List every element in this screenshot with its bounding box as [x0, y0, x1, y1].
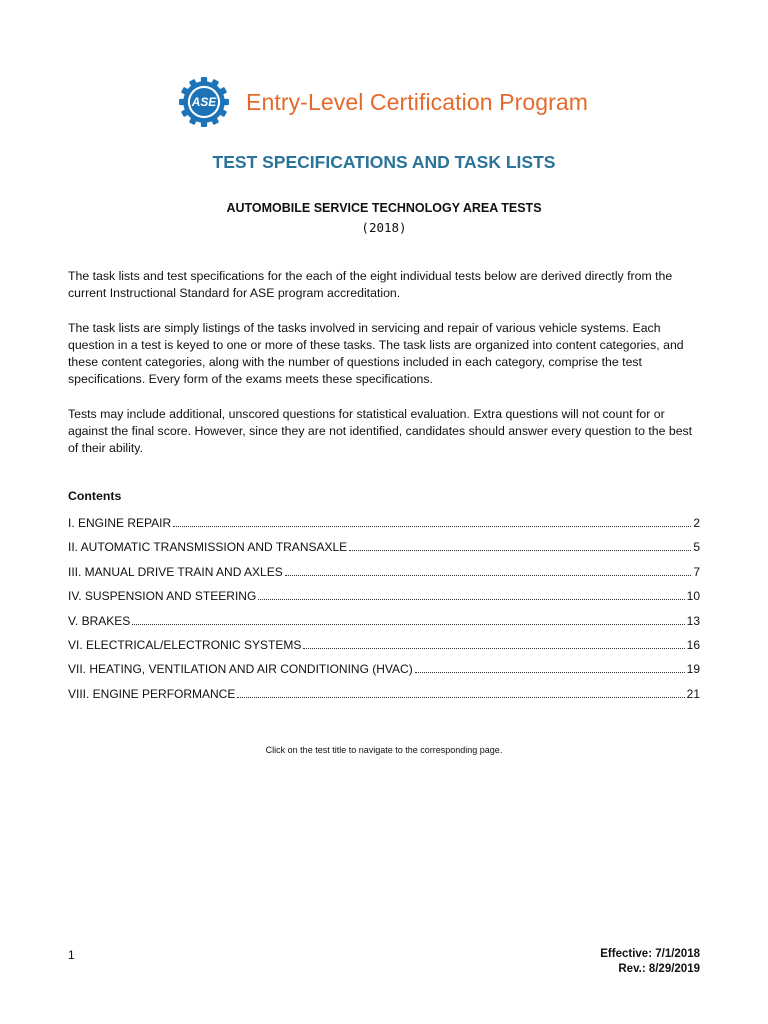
toc-title: VIII. ENGINE PERFORMANCE [68, 686, 236, 701]
toc-title: II. AUTOMATIC TRANSMISSION AND TRANSAXLE [68, 540, 348, 555]
toc-title: III. MANUAL DRIVE TRAIN AND AXLES [68, 564, 283, 579]
document-year: (2018) [361, 220, 407, 235]
toc-link-electrical-systems[interactable] [68, 638, 700, 662]
revision-info [600, 947, 700, 977]
unscored-questions-paragraph: Tests may include additional, unscored questions for statistical evaluation. Extra questions will not count for or against the final score. However, since they are not identified, candidates should answer every question to the best of their ability. [68, 407, 693, 455]
toc-leader-dots [258, 599, 684, 600]
toc-title: V. BRAKES [68, 613, 131, 628]
toc-leader-dots [415, 672, 685, 673]
header [178, 72, 588, 132]
toc-leader-dots [173, 526, 691, 527]
ase-logo-icon [178, 76, 230, 128]
toc-leader-dots [285, 575, 692, 576]
toc-link-engine-repair[interactable] [68, 516, 700, 540]
toc-title: IV. SUSPENSION AND STEERING [68, 589, 257, 604]
toc-page-number: 16 [686, 637, 700, 652]
toc-page-number: 10 [686, 589, 700, 604]
toc-page-number: 7 [693, 564, 700, 579]
toc-leader-dots [237, 697, 684, 698]
toc-link-suspension-steering[interactable] [68, 589, 700, 613]
toc-page-number: 5 [693, 540, 700, 555]
toc-page-number: 2 [693, 516, 700, 530]
effective-date: Effective: 7/1/2018 [600, 948, 700, 960]
toc-link-automatic-transmission[interactable] [68, 540, 700, 564]
toc-link-brakes[interactable] [68, 614, 700, 638]
toc-page-number: 19 [686, 662, 700, 677]
contents-heading: Contents [68, 489, 122, 503]
toc-leader-dots [303, 648, 684, 649]
navigation-note: Click on the test title to navigate to the corresponding page. [265, 745, 503, 755]
toc-leader-dots [132, 624, 684, 625]
toc-page-number: 13 [686, 613, 700, 628]
program-title: Entry-Level Certification Program [246, 88, 589, 115]
toc-link-manual-drive-train[interactable] [68, 565, 700, 589]
intro-paragraph: The task lists and test specifications for the each of the eight individual tests below are derived directly from the current Instructional Standard for ASE program accreditation. [68, 269, 673, 300]
page-number: 1 [68, 948, 75, 962]
toc-page-number: 21 [686, 686, 700, 701]
toc-link-hvac[interactable] [68, 662, 700, 686]
revision-date: Rev.: 8/29/2019 [618, 963, 700, 975]
task-list-paragraph: The task lists are simply listings of the tasks involved in servicing and repair of various vehicle systems. Each question in a test is keyed to one or more of these tasks. The task lists are organized into content categories, and these content categories, along with the number of questions included in each category, comprise the test specifications. Every form of the exams meets these specifications. [68, 321, 684, 386]
toc-title: VI. ELECTRICAL/ELECTRONIC SYSTEMS [68, 637, 302, 652]
logo-text: ASE [191, 95, 217, 110]
document-subtitle: AUTOMOBILE SERVICE TECHNOLOGY AREA TESTS [226, 201, 542, 215]
toc-link-engine-performance[interactable] [68, 687, 700, 711]
toc-leader-dots [349, 550, 691, 551]
table-of-contents [68, 516, 700, 711]
toc-title: VII. HEATING, VENTILATION AND AIR CONDITIONING (HVAC) [68, 662, 413, 677]
document-title: TEST SPECIFICATIONS AND TASK LISTS [212, 152, 556, 172]
toc-title: I. ENGINE REPAIR [68, 516, 172, 530]
